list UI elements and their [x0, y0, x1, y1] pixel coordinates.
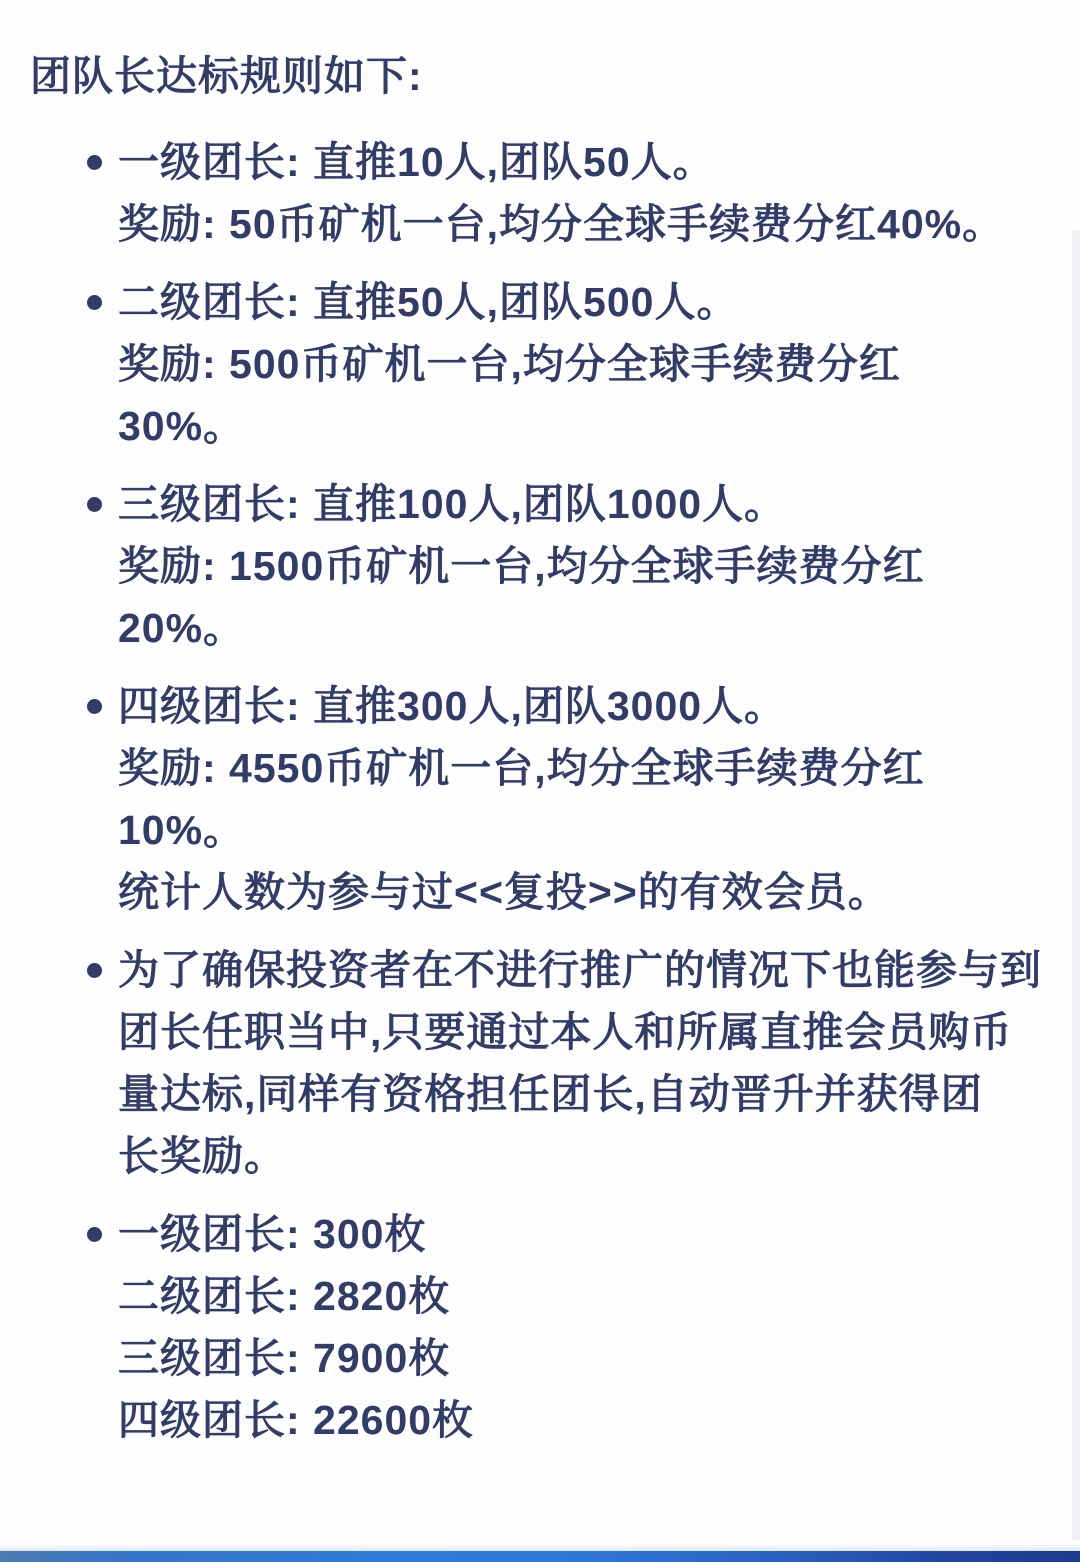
rules-list: [30, 131, 1044, 1451]
bullet-dot: [87, 497, 102, 512]
bullet-dot: [87, 295, 102, 310]
rule-line: 团长任职当中,只要通过本人和所属直推会员购币: [118, 1009, 1013, 1056]
rule-line: 量达标,同样有资格担任团长,自动晋升并获得团: [118, 1071, 983, 1118]
rule-line: 奖励: 500币矿机一台,均分全球手续费分红: [118, 341, 901, 388]
rule-line: 一级团长: 直推10人,团队50人。: [118, 139, 715, 186]
rule-line: 三级团长: 7900枚: [118, 1335, 451, 1382]
rule-item-level2: [30, 271, 1044, 457]
rule-line: 奖励: 4550币矿机一台,均分全球手续费分红: [118, 745, 925, 792]
bullet-dot: [87, 155, 102, 170]
rule-line: 30%。: [118, 403, 246, 450]
rule-item-level4: [30, 675, 1044, 923]
rule-line: 二级团长: 2820枚: [118, 1273, 451, 1320]
rule-line: 一级团长: 300枚: [118, 1211, 427, 1258]
rule-line: 10%。: [118, 807, 246, 854]
rule-item-level3: [30, 473, 1044, 659]
rule-text-block: [118, 131, 1044, 255]
rule-line: 统计人数为参与过<<复投>>的有效会员。: [118, 869, 890, 916]
rule-item-coin-thresholds: [30, 1203, 1044, 1451]
bullet-dot: [87, 963, 102, 978]
rule-line: 二级团长: 直推50人,团队500人。: [118, 279, 739, 326]
bullet-dot: [87, 699, 102, 714]
rule-text-block: [118, 271, 1044, 457]
rule-line: 为了确保投资者在不进行推广的情况下也能参与到: [118, 947, 1042, 994]
rule-line: 长奖励。: [118, 1133, 286, 1180]
rule-line: 四级团长: 直推300人,团队3000人。: [118, 683, 787, 730]
rule-text-block: [118, 473, 1044, 659]
rule-text-block: [118, 939, 1044, 1187]
rule-text-block: [118, 1203, 1044, 1451]
bottom-gradient-bar: [0, 1551, 1080, 1562]
rule-line: 奖励: 50币矿机一台,均分全球手续费分红40%。: [118, 201, 1005, 248]
rule-line: 奖励: 1500币矿机一台,均分全球手续费分红: [118, 543, 925, 590]
bullet-dot: [87, 1227, 102, 1242]
rule-text-block: [118, 675, 1044, 923]
rule-item-level1: [30, 131, 1044, 255]
right-edge-strip: [1072, 230, 1080, 1540]
rule-item-auto-promotion: [30, 939, 1044, 1187]
page-title: 团队长达标规则如下:: [30, 53, 423, 99]
rule-line: 三级团长: 直推100人,团队1000人。: [118, 481, 787, 528]
rule-line: 四级团长: 22600枚: [118, 1397, 475, 1444]
rule-line: 20%。: [118, 605, 246, 652]
